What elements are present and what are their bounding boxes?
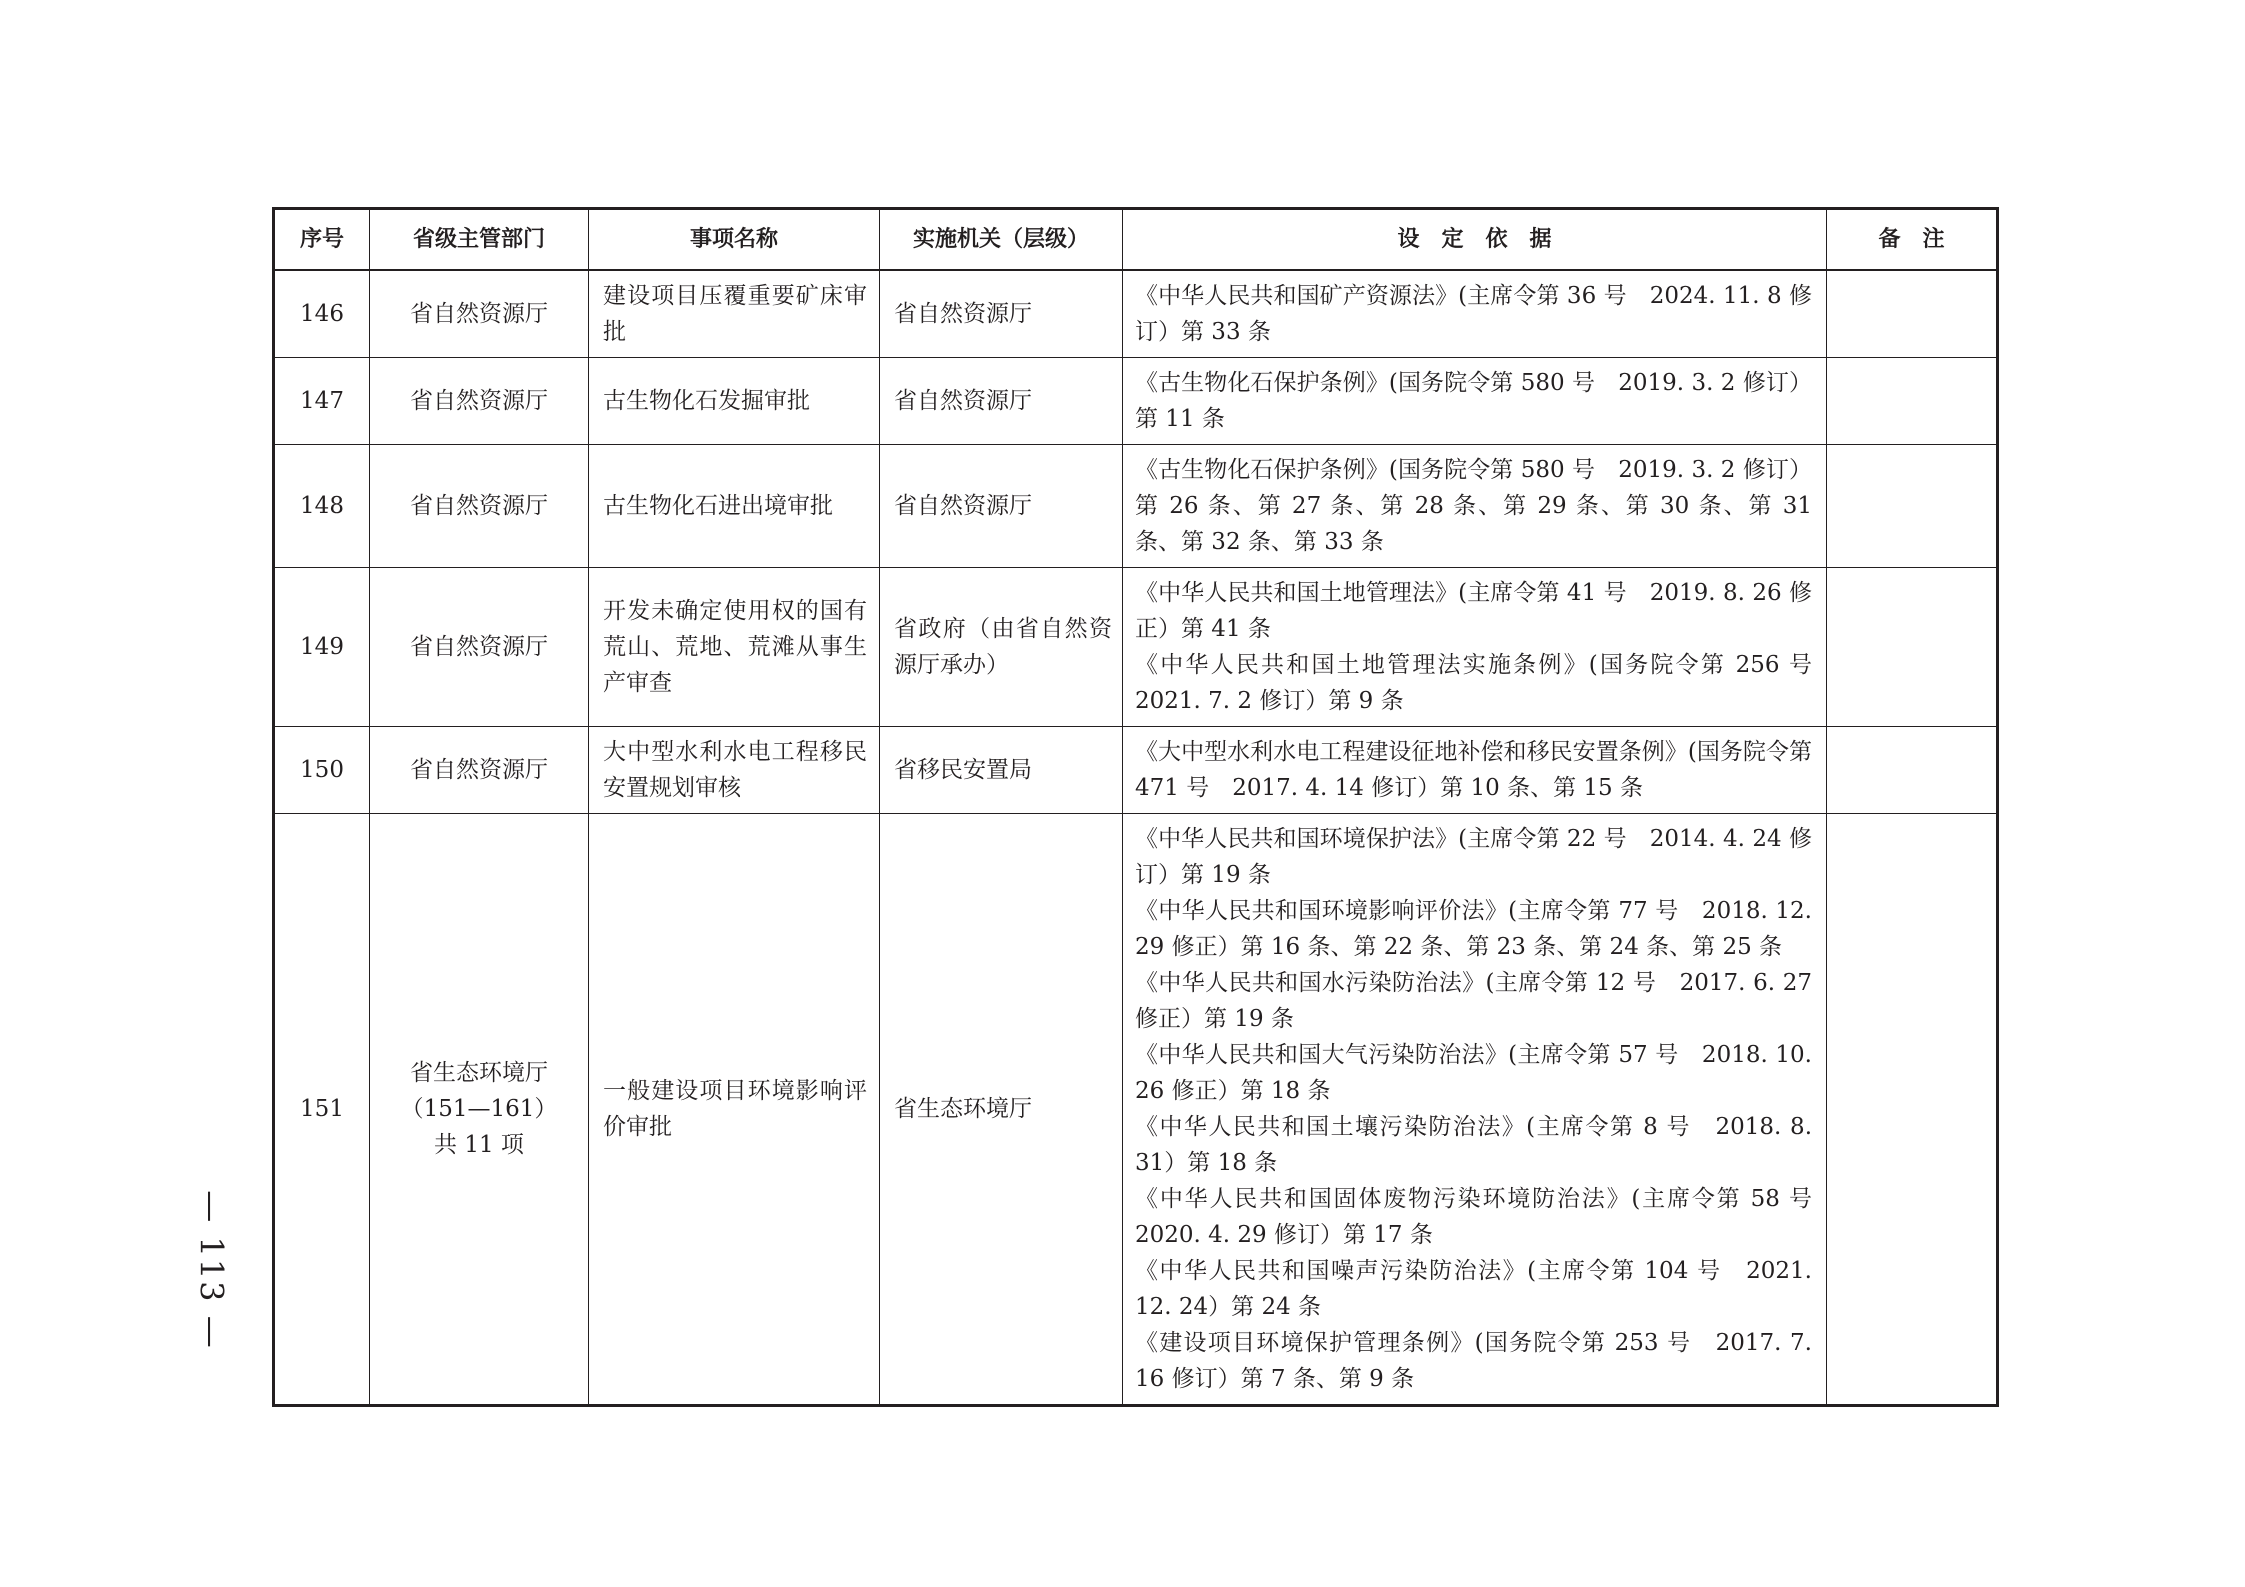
dept-line: （151—161） [400, 1096, 558, 1122]
table-row [274, 727, 1998, 814]
basis-line: 《古生物化石保护条例》(国务院令第 580 号 2019. 3. 2 修订）第 26 条、第 27 条、第 28 条、第 29 条、第 30 条、第 31 条、第 32 条、第 33 条 [1135, 457, 1812, 555]
page-number-text: — 113 — [193, 1190, 232, 1350]
basis-line: 《中华人民共和国土地管理法实施条例》(国务院令第 256 号 2021. 7. 2 修订）第 9 条 [1135, 652, 1835, 714]
cell-dept [370, 445, 589, 568]
cell-remark [1827, 270, 1998, 358]
cell-item-name: 开发未确定使用权的国有荒山、荒地、荒滩从事生产审查 [589, 568, 880, 727]
dept-line: 省自然资源厅 [410, 493, 548, 519]
cell-agency: 省政府（由省自然资源厅承办） [880, 568, 1123, 727]
table-row [274, 358, 1998, 445]
basis-line: 《大中型水利水电工程建设征地补偿和移民安置条例》(国务院令第 471 号 2017. 4. 14 修订）第 10 条、第 15 条 [1135, 739, 1812, 801]
table-body [274, 270, 1998, 1406]
basis-line: 《中华人民共和国环境保护法》(主席令第 22 号 2014. 4. 24 修订）第 19 条 [1135, 826, 1812, 888]
basis-line: 《中华人民共和国固体废物污染环境防治法》(主席令第 58 号 2020. 4. 29 修订）第 17 条 [1135, 1186, 1835, 1248]
cell-remark [1827, 814, 1998, 1406]
cell-agency: 省自然资源厅 [880, 358, 1123, 445]
table-row [274, 814, 1998, 1406]
table-row [274, 445, 1998, 568]
header-item: 事项名称 [589, 209, 880, 271]
basis-line: 《中华人民共和国水污染防治法》(主席令第 12 号 2017. 6. 27 修正）第 19 条 [1135, 970, 1812, 1032]
cell-basis [1123, 814, 1835, 1406]
cell-remark [1827, 568, 1998, 727]
header-basis: 设 定 依 据 [1123, 209, 1827, 271]
dept-line: 省自然资源厅 [410, 757, 548, 783]
cell-no: 149 [274, 568, 370, 727]
dept-line: 省自然资源厅 [410, 301, 548, 327]
dept-line: 共 11 项 [434, 1132, 524, 1158]
page-number [182, 1180, 242, 1360]
cell-no: 151 [274, 814, 370, 1406]
table-header-row [274, 209, 1998, 271]
basis-line: 《建设项目环境保护管理条例》(国务院令第 253 号 2017. 7. 16 修订）第 7 条、第 9 条 [1135, 1330, 1812, 1392]
cell-no: 150 [274, 727, 370, 814]
cell-item-name: 大中型水利水电工程移民安置规划审核 [589, 727, 880, 814]
cell-item-name: 古生物化石进出境审批 [589, 445, 880, 568]
dept-line: 省自然资源厅 [410, 388, 548, 414]
cell-basis [1123, 727, 1827, 814]
basis-line: 《中华人民共和国环境影响评价法》(主席令第 77 号 2018. 12. 29 修正）第 16 条、第 22 条、第 23 条、第 24 条、第 25 条 [1135, 898, 1812, 960]
cell-dept [370, 358, 589, 445]
table-row [274, 270, 1998, 358]
cell-dept [370, 270, 589, 358]
cell-remark [1827, 358, 1998, 445]
header-agency: 实施机关（层级） [880, 209, 1123, 271]
cell-dept [370, 727, 589, 814]
cell-basis [1123, 270, 1827, 358]
cell-basis [1123, 445, 1827, 568]
header-dept: 省级主管部门 [370, 209, 589, 271]
table-row [274, 568, 1998, 727]
basis-line: 《中华人民共和国土壤污染防治法》(主席令第 8 号 2018. 8. 31）第 18 条 [1135, 1114, 1812, 1176]
cell-agency: 省移民安置局 [880, 727, 1123, 814]
cell-agency: 省自然资源厅 [880, 445, 1123, 568]
cell-no: 148 [274, 445, 370, 568]
cell-remark [1827, 445, 1998, 568]
cell-no: 147 [274, 358, 370, 445]
cell-agency: 省生态环境厅 [880, 814, 1123, 1406]
cell-item-name: 一般建设项目环境影响评价审批 [589, 814, 880, 1406]
basis-line: 《古生物化石保护条例》(国务院令第 580 号 2019. 3. 2 修订）第 11 条 [1135, 370, 1812, 432]
dept-line: 省自然资源厅 [410, 634, 548, 660]
cell-basis [1123, 358, 1827, 445]
basis-line: 《中华人民共和国土地管理法》(主席令第 41 号 2019. 8. 26 修正）第 41 条 [1135, 580, 1812, 642]
cell-item-name: 古生物化石发掘审批 [589, 358, 880, 445]
cell-no: 146 [274, 270, 370, 358]
cell-item-name: 建设项目压覆重要矿床审批 [589, 270, 880, 358]
header-remark: 备 注 [1827, 209, 1998, 271]
basis-line: 《中华人民共和国噪声污染防治法》(主席令第 104 号 2021. 12. 24）第 24 条 [1135, 1258, 1812, 1320]
header-no: 序号 [274, 209, 370, 271]
cell-remark [1827, 727, 1998, 814]
cell-dept [370, 568, 589, 727]
basis-line: 《中华人民共和国矿产资源法》(主席令第 36 号 2024. 11. 8 修订）第 33 条 [1135, 283, 1812, 345]
cell-agency: 省自然资源厅 [880, 270, 1123, 358]
cell-basis [1123, 568, 1835, 727]
dept-line: 省生态环境厅 [410, 1060, 548, 1086]
cell-dept [370, 814, 589, 1406]
basis-line: 《中华人民共和国大气污染防治法》(主席令第 57 号 2018. 10. 26 修正）第 18 条 [1135, 1042, 1812, 1104]
permit-table [272, 207, 1999, 1407]
